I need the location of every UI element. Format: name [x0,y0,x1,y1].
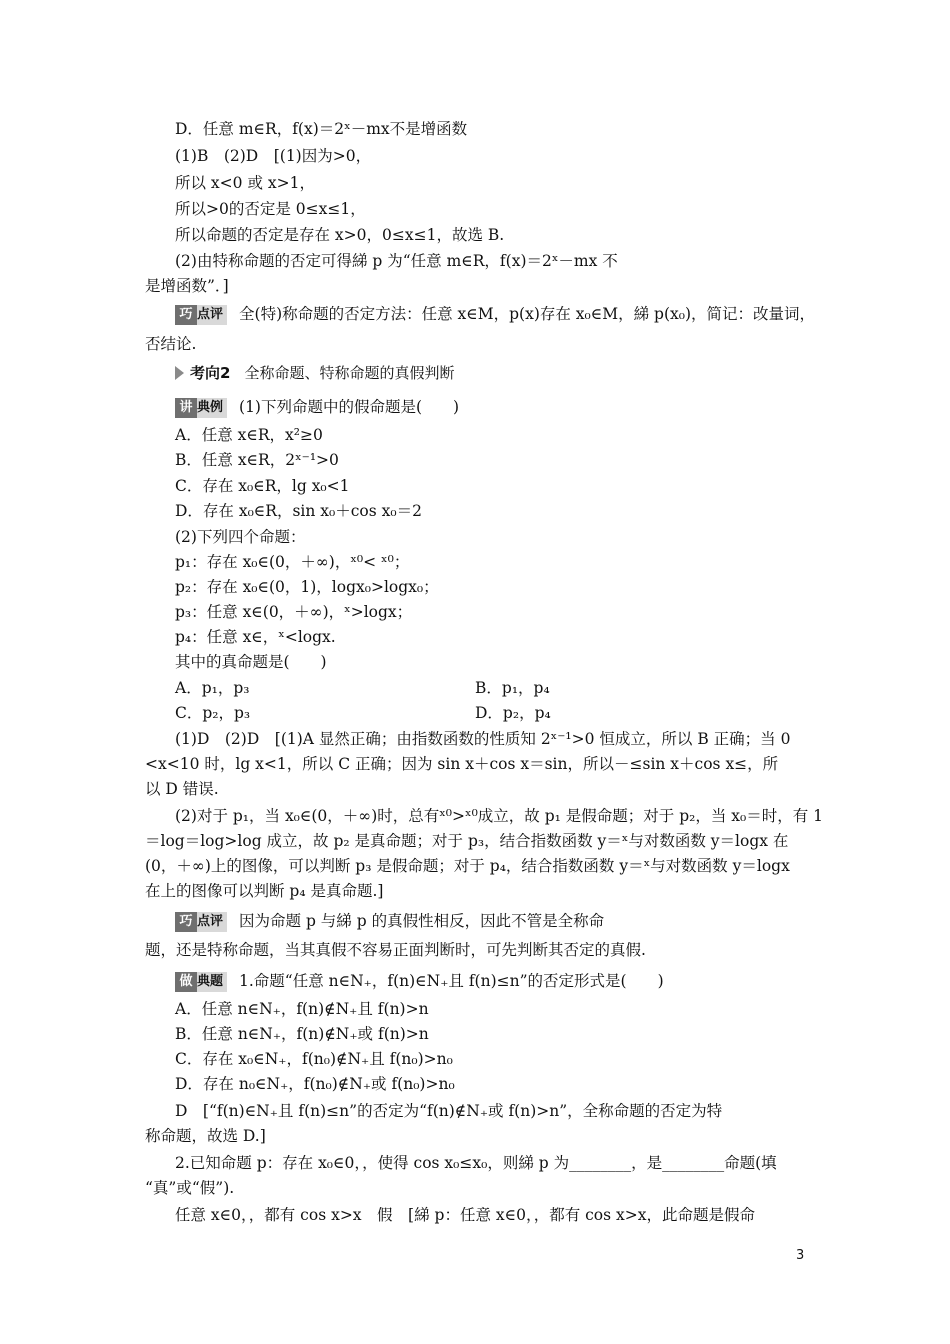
text-line: (1)D (2)D [(1)A 显然正确；由指数函数的性质知 2ˣ⁻¹>0 恒成立，所以 B 正确；当 0 [175,730,791,748]
option-line: C．存在 x₀∈N₊，f(n₀)∉N₊且 f(n₀)>n₀ [175,1050,453,1068]
text-line: 任意 x∈0，，都有 cos x>x 假 [綈 p：任意 x∈0，，都有 cos x>x，此命题是假命 [175,1206,755,1224]
example-paragraph: 讲 典例 (1)下列命题中的假命题是( ) [175,396,459,418]
text-line: 题，还是特称命题，当其真假不容易正面判断时，可先判断其否定的真假. [145,941,646,959]
option-line: B．p₁，p₄ [475,679,550,697]
option-line: C．p₂，p₃ [175,704,251,722]
tip-paragraph: 巧 点评 因为命题 p 与綈 p 的真假性相反，因此不管是全称命 [175,910,604,932]
text-line: 所以命题的否定是存在 x>0，0≤x≤1，故选 B. [175,226,505,244]
section-heading: 考向2 全称命题、特称命题的真假判断 [175,362,454,384]
example-badge: 讲 典例 [175,398,227,418]
tip-badge: 巧 点评 [175,912,227,932]
text-line: (2)下列四个命题： [175,528,306,546]
option-line: D．存在 x₀∈R，sin x₀＋cos x₀＝2 [175,502,422,520]
option-line: C．存在 x₀∈R，lg x₀<1 [175,477,350,495]
option-line: B．任意 n∈N₊，f(n)∉N₊或 f(n)>n [175,1025,429,1043]
exercise-badge: 做 典题 [175,972,227,992]
text-line: (1)B (2)D [(1)因为>0， [175,147,372,165]
text-line: D [“f(n)∈N₊且 f(n)≤n”的否定为“f(n)∉N₊或 f(n)>n”，全称命题的否定为特 [175,1102,723,1120]
text-line: 否结论. [145,335,197,353]
triangle-icon [175,366,184,380]
text-line: 在上的图像可以判断 p₄ 是真命题.] [145,882,384,900]
option-line: D．存在 n₀∈N₊，f(n₀)∉N₊或 f(n₀)>n₀ [175,1075,455,1093]
option-line: A．p₁，p₃ [175,679,250,697]
option-line: D．p₂，p₄ [475,704,551,722]
text-line: “真”或“假”). [145,1179,235,1197]
text-line: ＝log＝log>log 成立，故 p₂ 是真命题；对于 p₃，结合指数函数 y＝ˣ与对数函数 y＝logx 在 [145,832,789,850]
text-line: <x<10 时，lg x<1，所以 C 正确；因为 sin x＋cos x＝sin，所以－≤sin x＋cos x≤，所 [145,755,779,773]
option-line: B．任意 x∈R，2ˣ⁻¹>0 [175,451,339,469]
text-line: 所以>0的否定是 0≤x≤1， [175,200,366,218]
text-line: (2)由特称命题的否定可得綈 p 为“任意 m∈R，f(x)＝2ˣ－mx 不 [175,252,618,270]
tip-badge: 巧 点评 [175,305,227,325]
option-line: A．任意 n∈N₊，f(n)∉N₊且 f(n)>n [175,1000,429,1018]
exercise-paragraph: 做 典题 1.命题“任意 n∈N₊，f(n)∈N₊且 f(n)≤n”的否定形式是( ) [175,970,664,992]
text-line: 其中的真命题是( ) [175,653,327,671]
text-line: 是增函数”．] [145,277,229,295]
text-line: p₁：存在 x₀∈(0，＋∞)，ˣ⁰< ˣ⁰； [175,553,410,571]
text-line: 以 D 错误. [145,780,219,798]
page-number: 3 [796,1248,805,1263]
tip-paragraph: 巧 点评 全(特)称命题的否定方法：任意 x∈M，p(x)存在 x₀∈M，綈 p(x₀)，简记：改量词， [175,303,815,325]
text-line: 2.已知命题 p：存在 x₀∈0，，使得 cos x₀≤x₀，则綈 p 为________，是________命题(填 [175,1154,777,1172]
text-line: p₂：存在 x₀∈(0，1)，logx₀>logx₀； [175,578,439,596]
text-line: p₃：任意 x∈(0，＋∞)，ˣ>logx； [175,603,413,621]
text-line: 所以 x<0 或 x>1， [175,174,315,192]
text-line: (0，＋∞)上的图像，可以判断 p₃ 是假命题；对于 p₄，结合指数函数 y＝ˣ与对数函数 y＝logx [145,857,790,875]
text-line: D．任意 m∈R，f(x)＝2ˣ－mx不是增函数 [175,120,468,138]
text-line: p₄：任意 x∈，ˣ<logx. [175,628,336,646]
text-line: (2)对于 p₁，当 x₀∈(0，＋∞)时，总有ˣ⁰>ˣ⁰成立，故 p₁ 是假命题；对于 p₂，当 x₀＝时，有 1 [175,807,824,825]
option-line: A．任意 x∈R，x²≥0 [175,426,323,444]
text-line: 称命题，故选 D.] [145,1127,266,1145]
